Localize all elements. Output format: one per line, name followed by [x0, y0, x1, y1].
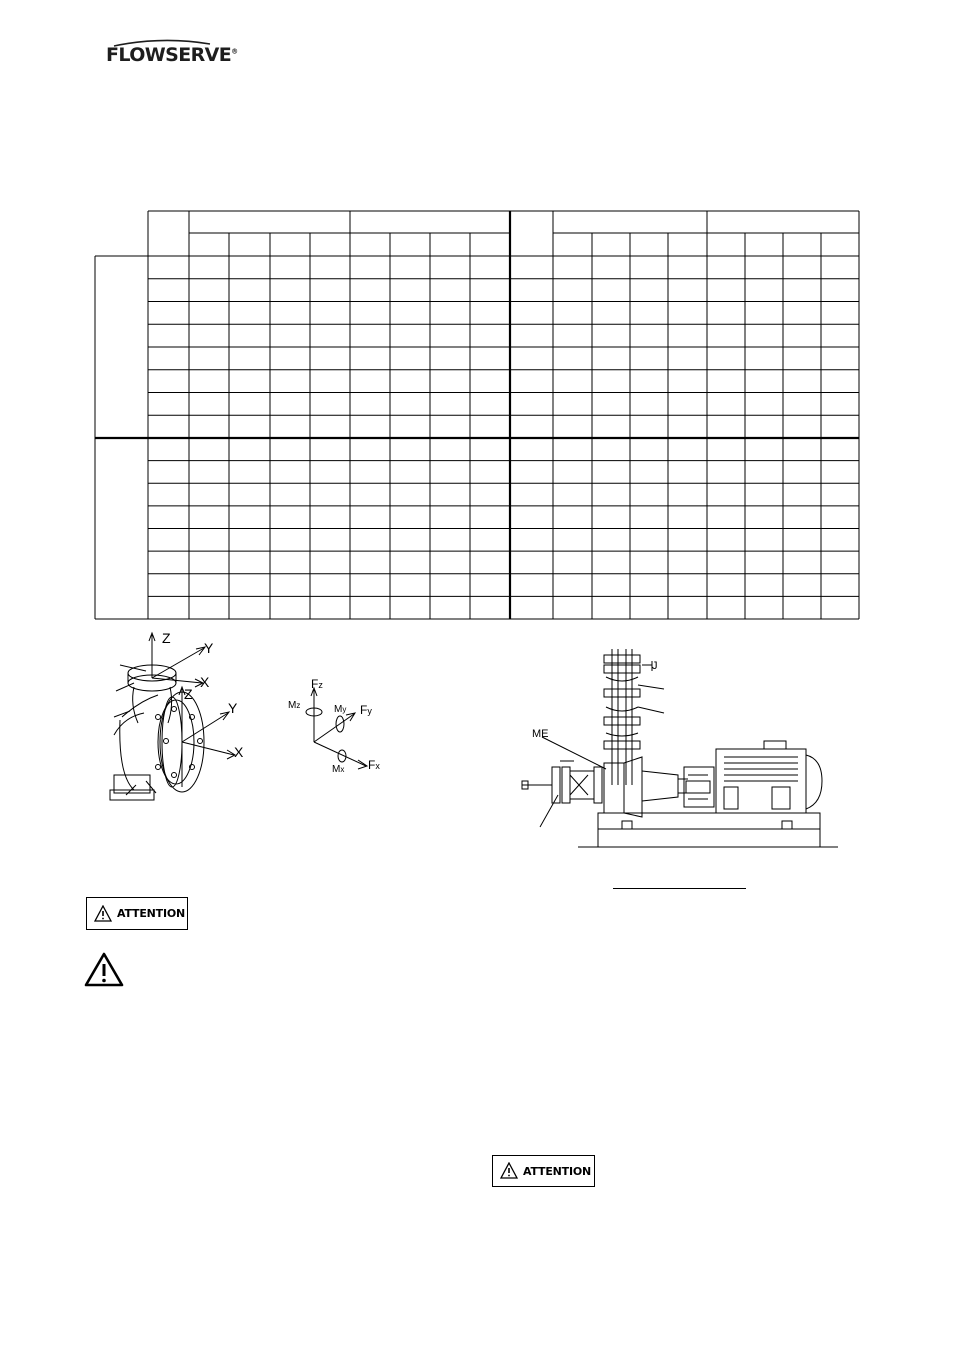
axis-label-y-mid: Y — [228, 700, 238, 716]
axis-label-x-top: X — [200, 674, 210, 690]
logo-text: FLOWSERVE — [106, 44, 232, 66]
axis-label-x-mid: X — [234, 744, 244, 760]
loads-table — [0, 0, 954, 640]
logo-registered-mark: ® — [231, 47, 238, 56]
attention-label-2: ATTENTION — [523, 1164, 591, 1178]
attention-notice-1 — [86, 897, 188, 930]
label-mx: Mx — [332, 764, 345, 775]
label-fz: Fz — [311, 677, 323, 691]
attention-notice-2 — [492, 1155, 595, 1187]
pump-baseplate-diagram — [518, 645, 848, 855]
label-my: My — [334, 704, 347, 715]
label-fx: Fx — [368, 758, 380, 772]
force-moment-diagram — [284, 670, 394, 780]
table-grid-lines — [95, 211, 859, 619]
label-fy: Fy — [360, 703, 372, 717]
warning-triangle-icon — [500, 1162, 518, 1180]
attention-label-1: ATTENTION — [117, 907, 185, 920]
axis-label-y-top: Y — [204, 640, 214, 656]
pump-axes-diagram — [100, 625, 270, 805]
warning-triangle-icon — [94, 905, 112, 923]
label-mz: Mz — [288, 700, 301, 711]
label-me: ME — [532, 728, 549, 740]
figure-caption-underline — [613, 888, 746, 889]
warning-triangle-icon — [84, 952, 124, 988]
axis-label-z-mid: Z — [184, 686, 193, 702]
axis-label-z-top: Z — [162, 630, 171, 646]
label-j: J — [652, 660, 658, 672]
